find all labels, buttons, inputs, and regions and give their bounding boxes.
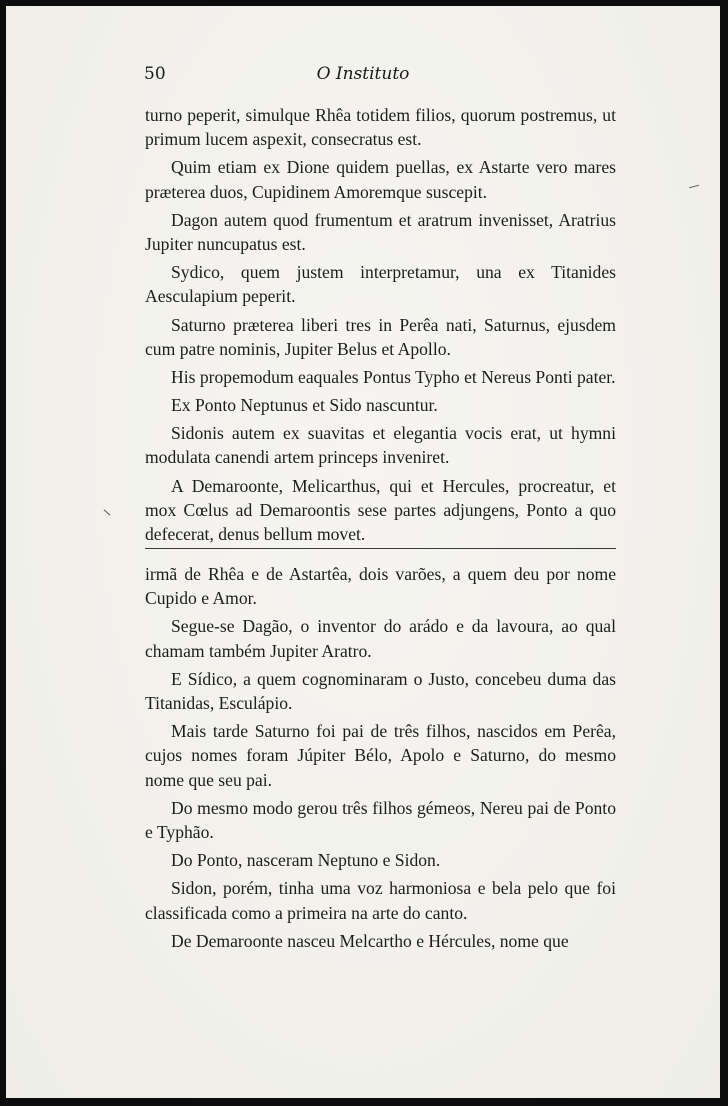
paragraph: Segue-se Dagão, o inventor do arádo e da lavoura, ao qual chamam também Jupiter Aratro. — [145, 616, 616, 661]
running-title: O Instituto — [316, 64, 410, 84]
page-number: 50 — [144, 64, 166, 84]
paragraph: Saturno præterea liberi tres in Perêa nati, Saturnus, ejusdem cum patre nominis, Jupiter Belus et Apollo. — [145, 314, 616, 359]
paragraph: Sydico, quem justem interpretamur, una ex Titanides Aesculapium peperit. — [145, 262, 616, 307]
ink-mark — [104, 510, 111, 516]
paragraph: E Sídico, a quem cognominaram o Justo, concebeu duma das Titanidas, Esculápio. — [145, 668, 616, 714]
paragraph: De Demaroonte nasceu Melcartho e Hércules, nome que — [171, 930, 569, 951]
paragraph: Sidon, porém, tinha uma voz harmoniosa e bela pelo que foi classificada como a primeira na arte do canto. — [145, 878, 616, 923]
paragraph: His propemodum eaquales Pontus Typho et Nereus Ponti pater. — [171, 366, 616, 387]
book-page — [6, 6, 720, 1098]
paragraph: irmã de Rhêa e de Astartêa, dois varões, a quem deu por nome Cupido e Amor. — [145, 564, 616, 609]
paragraph: Sidonis autem ex suavitas et elegantia vocis erat, ut hymni modulata canendi artem princeps inveniret. — [145, 423, 616, 468]
paragraph: Mais tarde Saturno foi pai de três filhos, nascidos em Perêa, cujos nomes foram Júpiter Bélo, Apolo e Saturno, do mesmo nome que seu pai. — [145, 721, 616, 790]
paragraph: Ex Ponto Neptunus et Sido nascuntur. — [171, 395, 438, 416]
ink-mark — [689, 185, 699, 189]
page-header — [6, 64, 720, 88]
portuguese-text-block — [145, 562, 616, 957]
section-divider — [145, 548, 616, 549]
paragraph: Do Ponto, nasceram Neptuno e Sidon. — [171, 850, 441, 871]
paragraph: turno peperit, simulque Rhêa totidem filios, quorum postremus, ut primum lucem aspexit, consecratus est. — [145, 105, 616, 150]
paragraph: Dagon autem quod frumentum et aratrum invenisset, Aratrius Jupiter nuncupatus est. — [145, 209, 616, 255]
paragraph: A Demaroonte, Melicarthus, qui et Hercules, procreatur, et mox Cœlus ad Demaroontis sese partes adjungens, Ponto a quo defecerat, denus bellum movet. — [145, 475, 616, 545]
latin-text-block — [145, 103, 616, 550]
paragraph: Quim etiam ex Dione quidem puellas, ex Astarte vero mares præterea duos, Cupidinem Amoremque suscepit. — [145, 157, 616, 202]
paragraph: Do mesmo modo gerou três filhos gémeos, Nereu pai de Ponto e Typhão. — [145, 797, 616, 843]
